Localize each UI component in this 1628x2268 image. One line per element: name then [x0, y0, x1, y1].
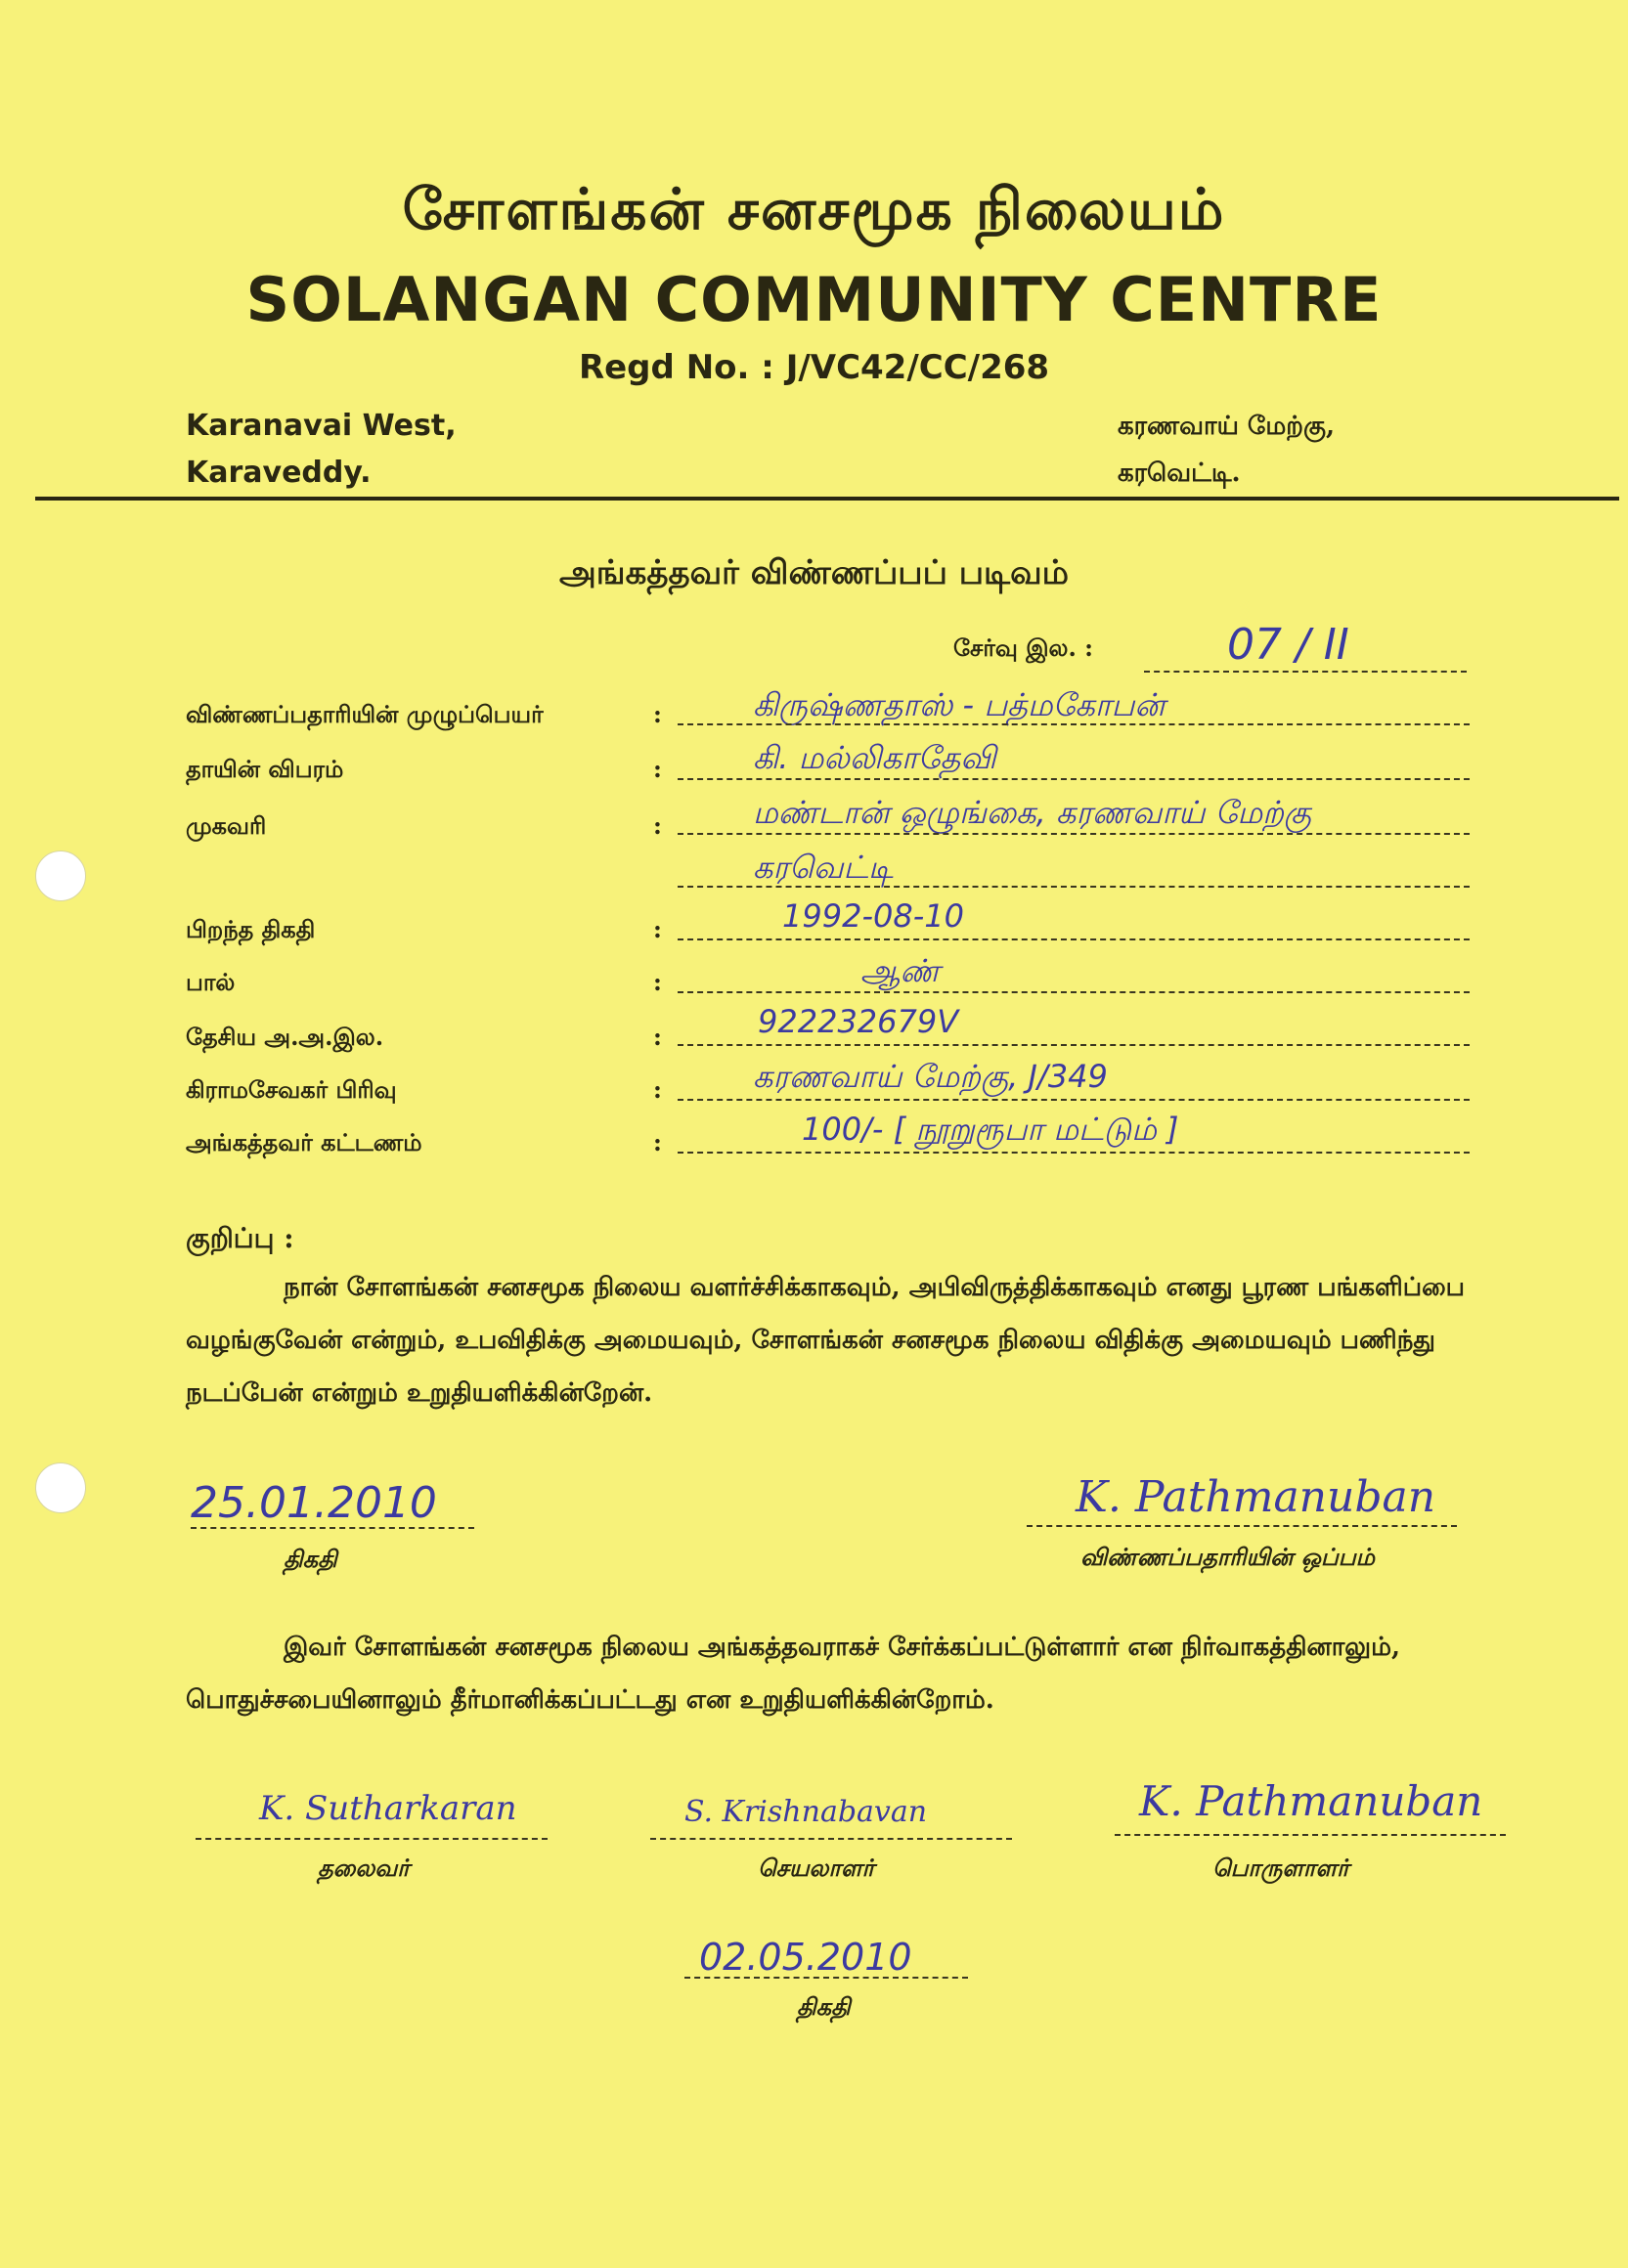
- secretary-label: செயலாளர்: [758, 1854, 875, 1882]
- field-underline: [678, 1044, 1470, 1046]
- colon: :: [653, 811, 662, 840]
- field-underline: [678, 886, 1470, 888]
- colon: :: [653, 755, 662, 783]
- address-tamil: [1118, 403, 1335, 497]
- field-value-nic[interactable]: 922232679V: [758, 1003, 959, 1040]
- confirmation-text: இவர் சோளங்கன் சனசமூக நிலைய அங்கத்தவராகச் சேர்க்கப்பட்டுள்ளார் என நிர்வாகத்தினாலும், பொதுச்சபையினாலும் தீர்மானிக்கப்பட்டது என உறுதியளிக்கின்றோம்.: [186, 1633, 1401, 1715]
- serial-label: சேர்வு இல. :: [953, 633, 1094, 662]
- secretary-signature[interactable]: S. Krishnabavan: [684, 1795, 928, 1829]
- address-english: [186, 403, 457, 497]
- title-english: SOLANGAN COMMUNITY CENTRE: [245, 264, 1383, 335]
- treasurer-label: பொருளாளர்: [1212, 1854, 1349, 1882]
- field-label-dob: பிறந்த திகதி: [186, 915, 316, 943]
- field-label-fee: அங்கத்தவர் கட்டணம்: [186, 1128, 422, 1156]
- field-underline: [678, 1152, 1470, 1154]
- title-tamil: சோளங்கன் சனசமூக நிலையம்: [402, 176, 1226, 242]
- date-underline: [191, 1527, 474, 1529]
- field-value-full-name[interactable]: கிருஷ்ணதாஸ் - பத்மகோபன்: [753, 686, 1166, 723]
- field-label-full-name: விண்ணப்பதாரியின் முழுப்பெயர்: [186, 700, 544, 728]
- field-value-gn-division[interactable]: கரணவாய் மேற்கு, J/349: [753, 1058, 1108, 1095]
- colon: :: [653, 1023, 662, 1051]
- colon: :: [653, 915, 662, 943]
- field-underline: [678, 991, 1470, 993]
- address-line: Karaveddy.: [186, 456, 372, 490]
- signature-underline: [1027, 1525, 1457, 1527]
- applicant-signature-label: விண்ணப்பதாரியின் ஒப்பம்: [1080, 1543, 1375, 1571]
- field-label-mother: தாயின் விபரம்: [186, 755, 344, 783]
- field-underline: [678, 938, 1470, 940]
- address-line: கரவெட்டி.: [1117, 458, 1241, 488]
- field-value-address[interactable]: மண்டான் ஒழுங்கை, கரணவாய் மேற்கு: [753, 794, 1312, 831]
- final-date-value[interactable]: 02.05.2010: [699, 1936, 912, 1979]
- field-value-sex[interactable]: ஆண்: [860, 952, 941, 989]
- field-underline: [678, 778, 1470, 780]
- punch-hole: [35, 1462, 86, 1513]
- serial-value[interactable]: 07 / II: [1227, 620, 1349, 670]
- colon: :: [653, 1128, 662, 1156]
- signature-underline: [1115, 1834, 1506, 1836]
- treasurer-signature[interactable]: K. Pathmanuban: [1139, 1777, 1483, 1825]
- field-label-address: முகவரி: [186, 811, 267, 840]
- colon: :: [653, 700, 662, 728]
- signature-underline: [196, 1838, 548, 1840]
- address-line: கரணவாய் மேற்கு,: [1117, 412, 1335, 441]
- field-label-gn-division: கிராமசேவகர் பிரிவு: [186, 1075, 397, 1104]
- field-value-dob[interactable]: 1992-08-10: [782, 897, 964, 935]
- field-value-fee[interactable]: 100/- [ நூறுரூபா மட்டும் ]: [802, 1111, 1179, 1148]
- punch-hole: [35, 850, 86, 901]
- colon: :: [653, 1075, 662, 1104]
- form-title: அங்கத்தவர் விண்ணப்பப் படிவம்: [559, 553, 1069, 592]
- president-label: தலைவர்: [318, 1854, 410, 1882]
- applicant-signature[interactable]: K. Pathmanuban: [1076, 1472, 1436, 1522]
- applicant-date-value[interactable]: 25.01.2010: [191, 1478, 437, 1528]
- field-underline: [678, 723, 1470, 725]
- field-label-sex: பால்: [186, 968, 236, 996]
- field-value-address-line2[interactable]: கரவெட்டி: [753, 849, 894, 886]
- signature-underline: [650, 1838, 1012, 1840]
- serial-underline: [1144, 671, 1467, 673]
- colon: :: [653, 968, 662, 996]
- header-divider: [35, 497, 1619, 501]
- final-date-label: திகதி: [797, 1992, 851, 2021]
- date-underline: [684, 1977, 968, 1979]
- field-underline: [678, 833, 1470, 835]
- note-text: நான் சோளங்கன் சனசமூக நிலைய வளர்ச்சிக்காகவும், அபிவிருத்திக்காகவும் எனது பூரண பங்களிப்பை வழங்குவேன் என்றும், உபவிதிக்கு அமையவும், சோளங்கன் சனசமூக நிலைய விதிக்கு அமையவும் பணிந்து நடப்பேன் என்றும் உறுதியளிக்கின்றேன்.: [186, 1273, 1466, 1408]
- president-signature[interactable]: K. Sutharkaran: [259, 1789, 517, 1828]
- field-label-nic: தேசிய அ.அ.இல.: [186, 1023, 384, 1051]
- registration-number: Regd No. : J/VC42/CC/268: [578, 348, 1050, 387]
- note-heading: குறிப்பு :: [186, 1222, 294, 1254]
- applicant-date-label: திகதி: [284, 1545, 337, 1573]
- field-underline: [678, 1099, 1470, 1101]
- address-line: Karanavai West,: [186, 409, 457, 443]
- field-value-mother[interactable]: கி. மல்லிகாதேவி: [753, 739, 996, 776]
